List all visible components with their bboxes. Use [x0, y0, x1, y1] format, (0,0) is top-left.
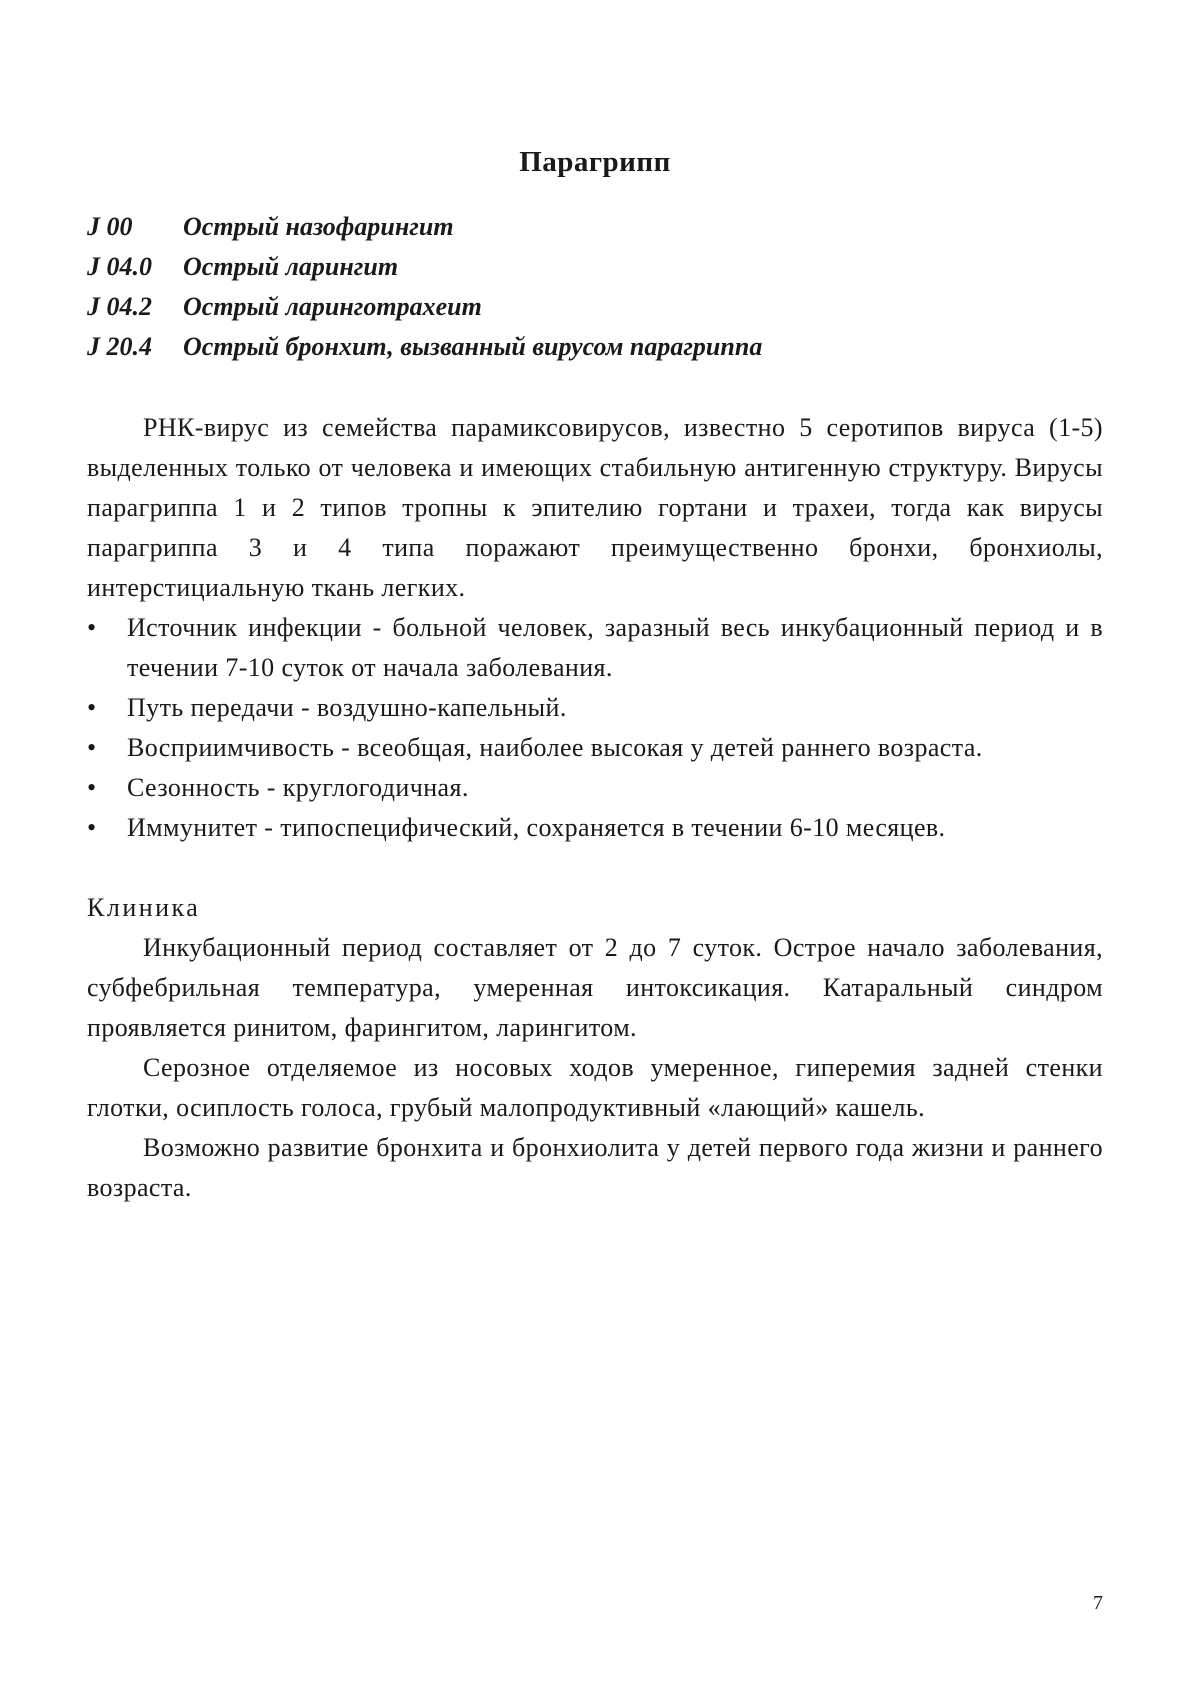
icd-code-label: Острый ларингит — [183, 252, 399, 281]
list-item-text: Восприимчивость - всеобщая, наиболее высокая у детей раннего возраста. — [127, 733, 983, 762]
epidemiology-list — [87, 608, 1103, 848]
list-item — [87, 688, 1103, 728]
list-item — [87, 608, 1103, 688]
icd-code: J 04.2 — [87, 292, 152, 321]
list-item-text: Сезонность - круглогодичная. — [127, 773, 469, 802]
list-item-text: Источник инфекции - больной человек, заразный весь инкубационный период и в течении 7-10 суток от начала заболевания. — [127, 613, 1103, 682]
bullet-glyph: • — [87, 773, 97, 802]
body-text — [87, 408, 1103, 1208]
icd-code-item — [87, 287, 1103, 327]
icd-code: J 04.0 — [87, 252, 152, 281]
clinic-paragraph: Серозное отделяемое из носовых ходов умеренное, гиперемия задней стенки глотки, осиплость голоса, грубый малопродуктивный «лающий» кашель. — [87, 1053, 1103, 1122]
icd-code-label: Острый ларинготрахеит — [183, 292, 482, 321]
list-item-text: Иммунитет - типоспецифический, сохраняется в течении 6-10 месяцев. — [127, 813, 946, 842]
icd-code-list — [87, 207, 1103, 367]
bullet-glyph: • — [87, 693, 97, 722]
bullet-glyph: • — [87, 733, 97, 762]
icd-code-label: Острый назофарингит — [183, 212, 454, 241]
icd-code-label: Острый бронхит, вызванный вирусом парагриппа — [183, 332, 763, 361]
page-title: Парагрипп — [519, 146, 671, 178]
list-item — [87, 808, 1103, 848]
intro-paragraph: РНК-вирус из семейства парамиксовирусов, известно 5 серотипов вируса (1-5) выделенных только от человека и имеющих стабильную антигенную структуру. Вирусы парагриппа 1 и 2 типов тропны к эпителию гортани и трахеи, тогда как вирусы парагриппа 3 и 4 типа поражают преимущественно бронхи, бронхиолы, интерстициальную ткань легких. — [87, 413, 1103, 602]
icd-code: J 00 — [87, 212, 133, 241]
icd-code-item — [87, 207, 1103, 247]
clinic-paragraph: Возможно развитие бронхита и бронхиолита у детей первого года жизни и раннего возраста. — [87, 1133, 1103, 1202]
document-page — [87, 0, 1103, 1682]
icd-code-item — [87, 247, 1103, 287]
list-item — [87, 728, 1103, 768]
bullet-glyph: • — [87, 613, 97, 642]
clinic-paragraph: Инкубационный период составляет от 2 до 7 суток. Острое начало заболевания, субфебрильная температура, умеренная интоксикация. Катаральный синдром проявляется ринитом, фарингитом, ларингитом. — [87, 933, 1103, 1042]
bullet-glyph: • — [87, 813, 97, 842]
list-item-text: Путь передачи - воздушно-капельный. — [127, 693, 567, 722]
page-number: 7 — [1093, 1592, 1103, 1614]
icd-code: J 20.4 — [87, 332, 152, 361]
section-heading: Клиника — [87, 893, 201, 922]
icd-code-item — [87, 327, 1103, 367]
list-item — [87, 768, 1103, 808]
